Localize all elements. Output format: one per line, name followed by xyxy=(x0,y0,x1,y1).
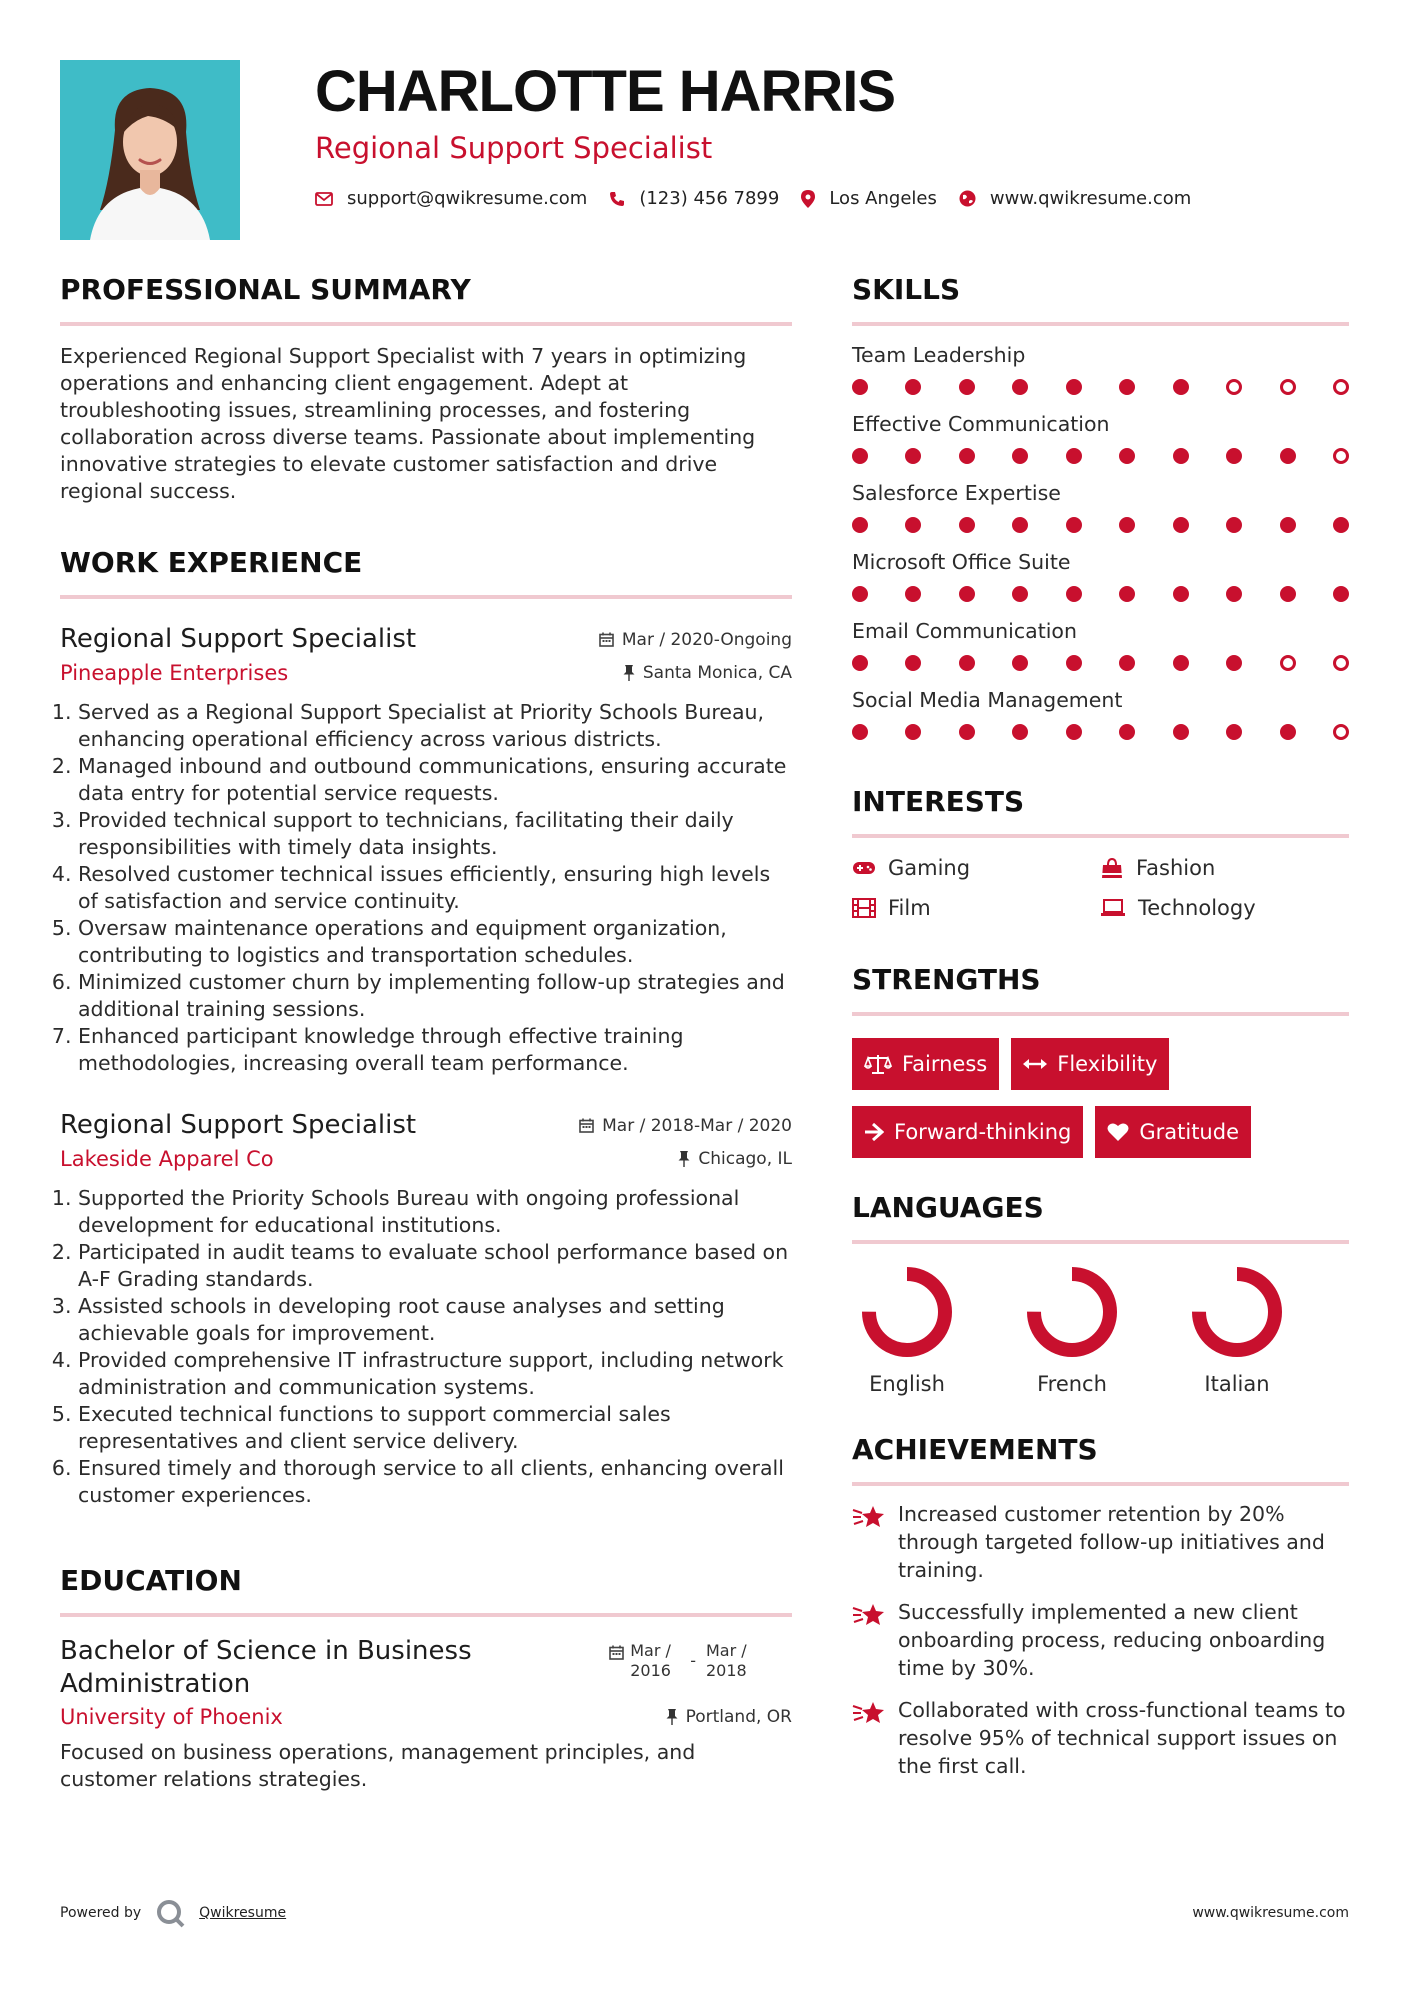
film-icon xyxy=(852,898,876,918)
laptop-icon xyxy=(1100,899,1126,917)
skill-rating xyxy=(852,379,1349,395)
rating-dot-filled xyxy=(1066,724,1082,740)
skill-name: Salesforce Expertise xyxy=(852,481,1061,505)
interest-item xyxy=(852,896,1100,920)
rating-dot-filled xyxy=(1280,724,1296,740)
strengths-list xyxy=(852,1038,1349,1158)
rating-dot-filled xyxy=(1226,724,1242,740)
rating-dot-filled xyxy=(1012,517,1028,533)
language-level-ring xyxy=(859,1264,955,1360)
rating-dot-filled xyxy=(852,655,868,671)
rating-dot-filled xyxy=(1173,448,1189,464)
job-dates-text: Mar / 2020-Ongoing xyxy=(621,629,792,650)
skill-name: Microsoft Office Suite xyxy=(852,550,1071,574)
section-title-summary: PROFESSIONAL SUMMARY xyxy=(60,270,792,326)
rating-dot-empty xyxy=(1333,448,1349,464)
job-title: Regional Support Specialist xyxy=(60,1110,417,1140)
job-location-text: Chicago, IL xyxy=(698,1149,792,1169)
contact-phone[interactable] xyxy=(609,188,779,209)
rating-dot-filled xyxy=(1119,655,1135,671)
contact-location xyxy=(801,188,937,209)
date-separator: - xyxy=(690,1651,696,1670)
map-pin-icon xyxy=(801,190,815,208)
candidate-role: Regional Support Specialist xyxy=(315,131,713,165)
education-start xyxy=(630,1641,686,1681)
rating-dot-filled xyxy=(852,448,868,464)
rating-dot-filled xyxy=(852,586,868,602)
language-name: Italian xyxy=(1204,1372,1270,1396)
skill-name: Effective Communication xyxy=(852,412,1110,436)
strength-tag xyxy=(852,1106,1083,1158)
rating-dot-filled xyxy=(1012,448,1028,464)
shopping-bag-icon xyxy=(1100,857,1124,879)
list-item: 7. Enhanced participant knowledge through effective training methodologies, increasing overall team performance. xyxy=(78,1023,792,1077)
rating-dot-filled xyxy=(959,448,975,464)
list-item: 3. Provided technical support to technicians, facilitating their daily responsibilities with timely data insights. xyxy=(78,807,792,861)
job-dates xyxy=(599,630,792,650)
section-title-interests: INTERESTS xyxy=(852,782,1349,838)
languages-list xyxy=(852,1264,1349,1396)
heart-icon xyxy=(1107,1122,1129,1142)
skill-item xyxy=(852,686,1349,740)
list-item: 5. Executed technical functions to support commercial sales representatives and client service delivery. xyxy=(78,1401,792,1455)
language-item xyxy=(852,1264,1017,1396)
rating-dot-filled xyxy=(1173,379,1189,395)
interest-item xyxy=(852,856,1100,880)
language-level-ring xyxy=(1189,1264,1285,1360)
powered-by xyxy=(60,1898,286,1928)
contact-bar xyxy=(315,188,1355,209)
skill-rating xyxy=(852,517,1349,533)
rating-dot-filled xyxy=(959,724,975,740)
rating-dot-filled xyxy=(905,448,921,464)
rating-dot-filled xyxy=(852,724,868,740)
language-item xyxy=(1182,1264,1347,1396)
envelope-icon xyxy=(315,192,333,206)
strength-tag xyxy=(852,1038,999,1090)
skill-name: Email Communication xyxy=(852,619,1077,643)
rating-dot-empty xyxy=(1333,379,1349,395)
language-level-ring xyxy=(1024,1264,1120,1360)
rating-dot-empty xyxy=(1226,379,1242,395)
job-location xyxy=(623,663,792,683)
left-column xyxy=(60,270,792,1793)
section-title-education: EDUCATION xyxy=(60,1561,792,1617)
education-dates xyxy=(609,1641,762,1681)
strength-label: Forward-thinking xyxy=(894,1120,1072,1144)
rating-dot-filled xyxy=(1226,517,1242,533)
section-title-languages: LANGUAGES xyxy=(852,1188,1349,1244)
calendar-icon xyxy=(609,1645,624,1660)
job-title: Regional Support Specialist xyxy=(60,624,417,654)
list-item: 2. Managed inbound and outbound communications, ensuring accurate data entry for potential service requests. xyxy=(78,753,792,807)
achievement-item xyxy=(852,1598,1349,1682)
calendar-icon xyxy=(599,632,614,647)
shooting-star-icon xyxy=(852,1602,886,1628)
rating-dot-filled xyxy=(1173,517,1189,533)
rating-dot-empty xyxy=(1333,724,1349,740)
job-dates-text: Mar / 2018-Mar / 2020 xyxy=(602,1115,792,1136)
rating-dot-filled xyxy=(1226,586,1242,602)
rating-dot-filled xyxy=(959,655,975,671)
interest-label: Gaming xyxy=(888,856,971,880)
list-item: 4. Resolved customer technical issues efficiently, ensuring high levels of satisfaction and service continuity. xyxy=(78,861,792,915)
list-item: 6. Ensured timely and thorough service to all clients, enhancing overall customer experiences. xyxy=(78,1455,792,1509)
strength-label: Gratitude xyxy=(1139,1120,1239,1144)
achievement-item xyxy=(852,1696,1349,1780)
rating-dot-filled xyxy=(1119,379,1135,395)
achievement-text: Successfully implemented a new client onboarding process, reducing onboarding time by 30%. xyxy=(898,1600,1326,1680)
pushpin-icon xyxy=(666,1709,678,1725)
rating-dot-filled xyxy=(1173,724,1189,740)
rating-dot-empty xyxy=(1280,379,1296,395)
rating-dot-filled xyxy=(1119,724,1135,740)
phone-text: (123) 456 7899 xyxy=(639,188,780,209)
shooting-star-icon xyxy=(852,1504,886,1530)
shooting-star-icon xyxy=(852,1700,886,1726)
interests-list xyxy=(852,856,1349,920)
balance-scale-icon xyxy=(864,1053,892,1075)
person-portrait-icon xyxy=(60,60,240,240)
rating-dot-filled xyxy=(1012,655,1028,671)
footer xyxy=(60,1898,1349,1928)
rating-dot-filled xyxy=(1066,655,1082,671)
skill-rating xyxy=(852,724,1349,740)
interest-item xyxy=(1100,856,1348,880)
rating-dot-filled xyxy=(1066,379,1082,395)
rating-dot-filled xyxy=(1066,517,1082,533)
section-title-achievements: ACHIEVEMENTS xyxy=(852,1430,1349,1486)
rating-dot-filled xyxy=(852,379,868,395)
job-location-text: Santa Monica, CA xyxy=(642,663,792,683)
gamepad-icon xyxy=(852,860,876,876)
job-entry xyxy=(60,1107,792,1509)
qwikresume-logo-icon xyxy=(155,1898,185,1928)
education-end xyxy=(706,1641,762,1681)
section-title-skills: SKILLS xyxy=(852,270,1349,326)
company-name: Pineapple Enterprises xyxy=(60,661,289,685)
rating-dot-filled xyxy=(905,724,921,740)
rating-dot-filled xyxy=(905,655,921,671)
job-entry xyxy=(60,621,792,1077)
achievement-item xyxy=(852,1500,1349,1584)
job-bullets xyxy=(60,1185,792,1509)
rating-dot-filled xyxy=(959,586,975,602)
skill-name: Social Media Management xyxy=(852,688,1123,712)
list-item: 4. Provided comprehensive IT infrastructure support, including network administration and communication systems. xyxy=(78,1347,792,1401)
start-month: Mar / xyxy=(630,1641,671,1660)
strength-tag xyxy=(1095,1106,1251,1158)
rating-dot-filled xyxy=(852,517,868,533)
language-item xyxy=(1017,1264,1182,1396)
section-title-strengths: STRENGTHS xyxy=(852,960,1349,1016)
rating-dot-empty xyxy=(1280,655,1296,671)
arrow-right-icon xyxy=(864,1123,884,1141)
language-level-arc xyxy=(869,1274,945,1350)
calendar-icon xyxy=(579,1118,594,1133)
end-month: Mar / xyxy=(706,1641,747,1660)
list-item: 3. Assisted schools in developing root cause analyses and setting achievable goals for improvement. xyxy=(78,1293,792,1347)
section-title-work: WORK EXPERIENCE xyxy=(60,543,792,599)
skill-rating xyxy=(852,655,1349,671)
location-text: Los Angeles xyxy=(829,188,937,209)
rating-dot-filled xyxy=(1333,586,1349,602)
pushpin-icon xyxy=(678,1151,690,1167)
skill-item xyxy=(852,617,1349,671)
education-entry xyxy=(60,1635,792,1701)
school-location-text: Portland, OR xyxy=(685,1707,792,1727)
rating-dot-filled xyxy=(1119,448,1135,464)
job-bullets xyxy=(60,699,792,1077)
language-name: French xyxy=(1037,1372,1107,1396)
strength-label: Fairness xyxy=(902,1052,988,1076)
rating-dot-filled xyxy=(1012,379,1028,395)
rating-dot-filled xyxy=(1226,448,1242,464)
right-column xyxy=(852,270,1349,1780)
rating-dot-filled xyxy=(1333,517,1349,533)
pushpin-icon xyxy=(623,665,635,681)
skill-item xyxy=(852,410,1349,464)
school-name: University of Phoenix xyxy=(60,1705,283,1729)
rating-dot-filled xyxy=(905,379,921,395)
language-level-arc xyxy=(1034,1274,1110,1350)
list-item: 2. Participated in audit teams to evaluate school performance based on A-F Grading standards. xyxy=(78,1239,792,1293)
rating-dot-filled xyxy=(1280,448,1296,464)
rating-dot-filled xyxy=(1173,586,1189,602)
rating-dot-empty xyxy=(1333,655,1349,671)
rating-dot-filled xyxy=(1226,655,1242,671)
brand-link[interactable]: Qwikresume xyxy=(199,1905,287,1921)
language-level-arc xyxy=(1199,1274,1275,1350)
achievements-list xyxy=(852,1500,1349,1780)
school-location xyxy=(666,1707,792,1727)
job-dates xyxy=(579,1116,792,1136)
list-item: 1. Supported the Priority Schools Bureau with ongoing professional development for educational institutions. xyxy=(78,1185,792,1239)
skill-item xyxy=(852,479,1349,533)
website-text: www.qwikresume.com xyxy=(989,188,1192,209)
skill-rating xyxy=(852,448,1349,464)
interest-label: Fashion xyxy=(1136,856,1216,880)
list-item: 1. Served as a Regional Support Specialist at Priority Schools Bureau, enhancing operational efficiency across various districts. xyxy=(78,699,792,753)
education-description: Focused on business operations, management principles, and customer relations strategies. xyxy=(60,1740,696,1791)
profile-photo xyxy=(60,60,240,240)
summary-text: Experienced Regional Support Specialist with 7 years in optimizing operations and enhancing client engagement. Adept at troubleshooting issues, streamlining processes, and fostering collaboration across diverse teams. Passionate about implementing innovative strategies to elevate customer satisfaction and drive regional success. xyxy=(60,344,756,503)
resume-header xyxy=(315,58,1355,209)
powered-by-text: Powered by xyxy=(60,1905,142,1921)
degree-title: Bachelor of Science in Business Administration xyxy=(60,1636,472,1699)
rating-dot-filled xyxy=(1066,448,1082,464)
skill-rating xyxy=(852,586,1349,602)
rating-dot-filled xyxy=(1280,517,1296,533)
footer-website-link[interactable]: www.qwikresume.com xyxy=(1192,1905,1349,1921)
list-item: 5. Oversaw maintenance operations and equipment organization, contributing to logistics and transportation schedules. xyxy=(78,915,792,969)
rating-dot-filled xyxy=(905,517,921,533)
achievement-text: Collaborated with cross-functional teams to resolve 95% of technical support issues on the first call. xyxy=(898,1698,1346,1778)
rating-dot-filled xyxy=(1119,517,1135,533)
rating-dot-filled xyxy=(1066,586,1082,602)
contact-website[interactable] xyxy=(959,188,1191,209)
rating-dot-filled xyxy=(959,379,975,395)
rating-dot-filled xyxy=(905,586,921,602)
skill-item xyxy=(852,548,1349,602)
skills-list xyxy=(852,341,1349,740)
phone-icon xyxy=(609,191,625,207)
skill-name: Team Leadership xyxy=(852,343,1026,367)
rating-dot-filled xyxy=(1012,586,1028,602)
globe-icon xyxy=(959,190,976,207)
rating-dot-filled xyxy=(1012,724,1028,740)
email-text: support@qwikresume.com xyxy=(347,188,588,209)
rating-dot-filled xyxy=(1173,655,1189,671)
language-name: English xyxy=(869,1372,945,1396)
interest-label: Technology xyxy=(1138,896,1256,920)
rating-dot-filled xyxy=(959,517,975,533)
job-location xyxy=(678,1149,792,1169)
double-arrow-icon xyxy=(1023,1057,1047,1071)
strength-label: Flexibility xyxy=(1057,1052,1158,1076)
rating-dot-filled xyxy=(1280,586,1296,602)
achievement-text: Increased customer retention by 20% through targeted follow-up initiatives and training. xyxy=(898,1502,1325,1582)
strength-tag xyxy=(1011,1038,1169,1090)
end-year: 2018 xyxy=(706,1661,747,1680)
list-item: 6. Minimized customer churn by implementing follow-up strategies and additional training sessions. xyxy=(78,969,792,1023)
interest-item xyxy=(1100,896,1348,920)
skill-item xyxy=(852,341,1349,395)
company-name: Lakeside Apparel Co xyxy=(60,1147,274,1171)
candidate-name: CHARLOTTE HARRIS xyxy=(315,59,896,124)
start-year: 2016 xyxy=(630,1661,671,1680)
contact-email[interactable] xyxy=(315,188,587,209)
rating-dot-filled xyxy=(1119,586,1135,602)
interest-label: Film xyxy=(888,896,931,920)
